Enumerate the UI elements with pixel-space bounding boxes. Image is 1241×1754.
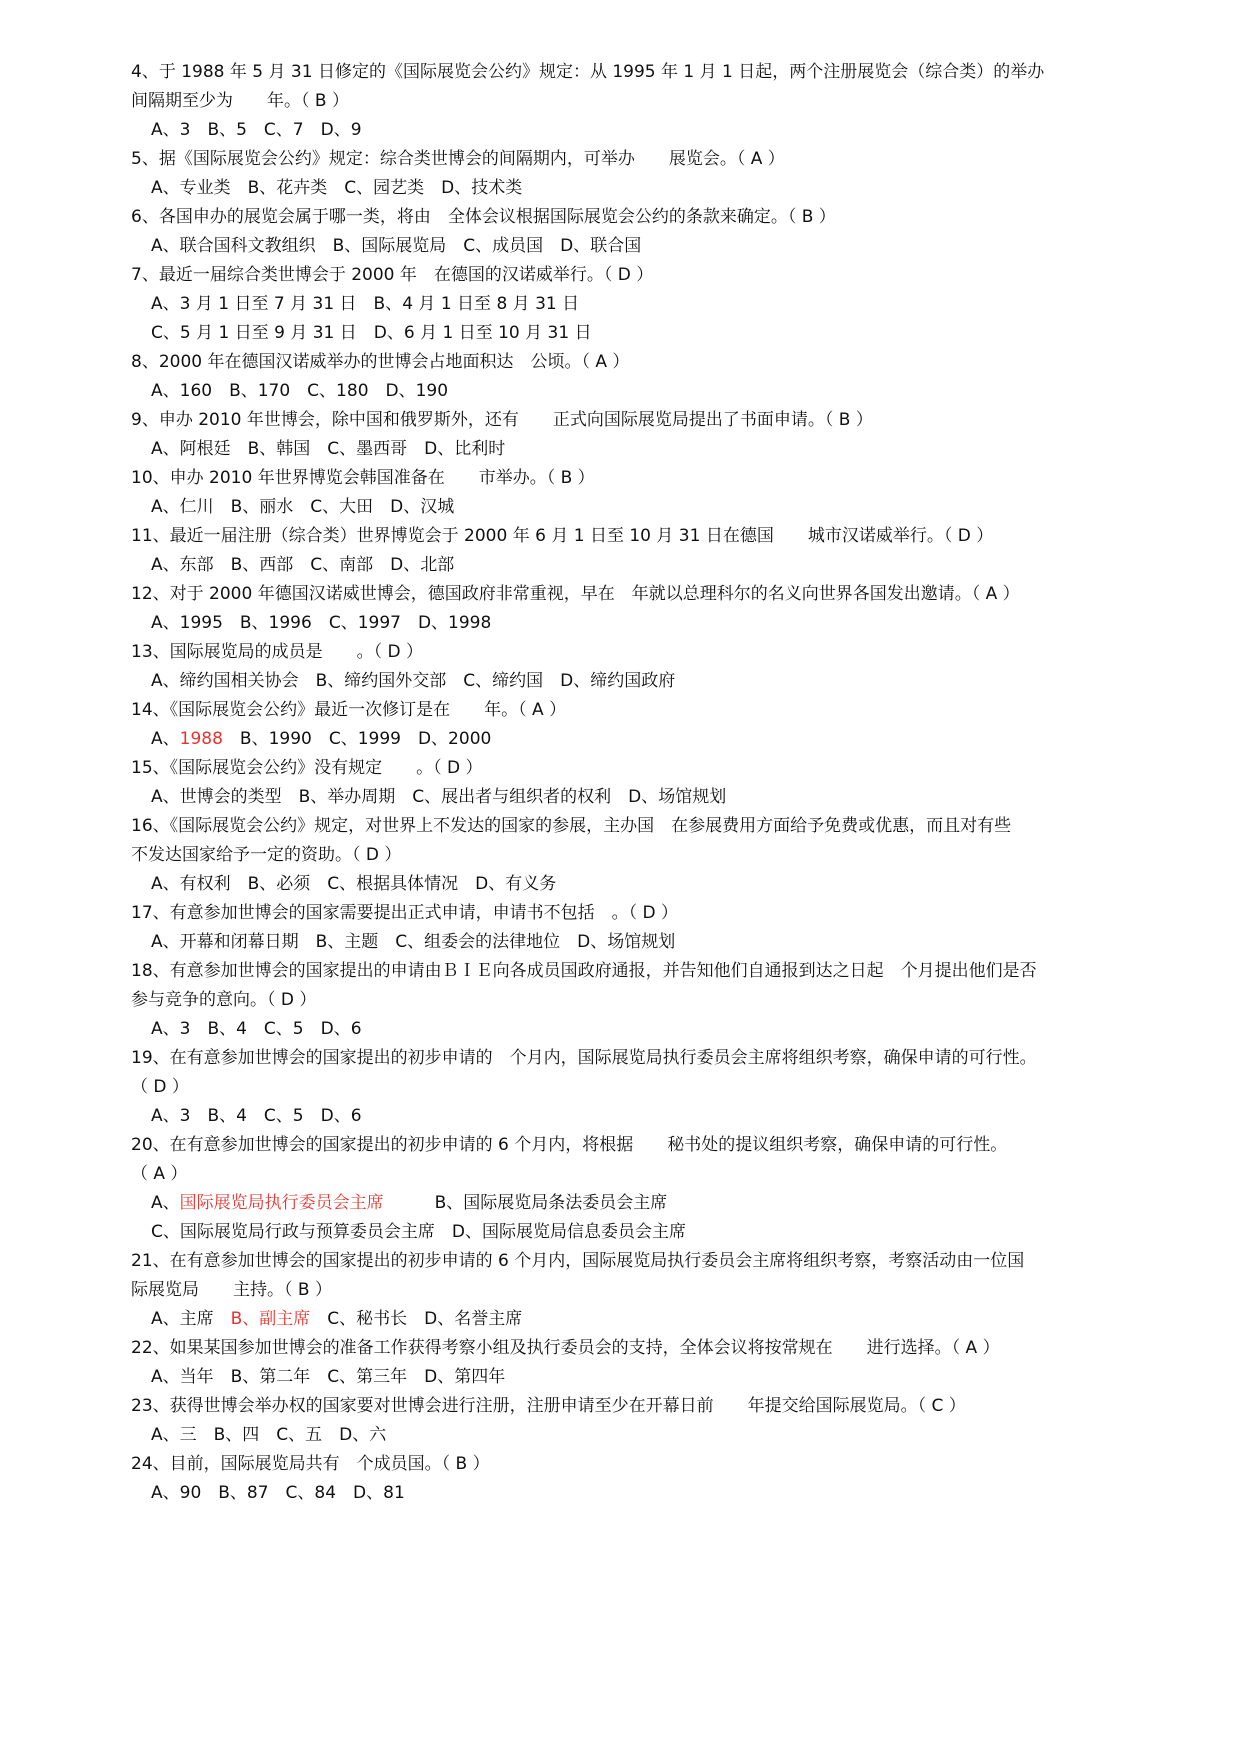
question-14-text: 14、《国际展览会公约》最近一次修订是在 年。（ A ）: [131, 700, 567, 720]
question-23-text: 23、获得世博会举办权的国家要对世博会进行注册，注册申请至少在开幕日前 年提交给国际展览局。（ C ）: [131, 1396, 966, 1416]
question-19-text-cont: （ D ）: [131, 1077, 189, 1097]
question-13-options: A、缔约国相关协会 B、缔约国外交部 C、缔约国 D、缔约国政府: [151, 671, 676, 691]
question-5-options: A、专业类 B、花卉类 C、园艺类 D、技术类: [151, 178, 523, 198]
question-18-text-cont: 参与竞争的意向。（ D ）: [131, 990, 317, 1010]
question-15-options: A、世博会的类型 B、举办周期 C、展出者与组织者的权利 D、场馆规划: [151, 787, 727, 807]
question-21-options: [151, 1306, 522, 1332]
question-20-options-ab: [151, 1190, 667, 1216]
question-20-options-cd: C、国际展览局行政与预算委员会主席 D、国际展览局信息委员会主席: [151, 1222, 686, 1242]
question-17-text: 17、有意参加世博会的国家需要提出正式申请，申请书不包括 。（ D ）: [131, 903, 679, 923]
question-15-text: 15、《国际展览会公约》没有规定 。（ D ）: [131, 758, 483, 778]
question-24-options: A、90 B、87 C、84 D、81: [151, 1483, 405, 1503]
question-4-options: A、3 B、5 C、7 D、9: [151, 120, 362, 140]
question-14-options: [151, 726, 491, 752]
question-16-text-cont: 不发达国家给予一定的资助。（ D ）: [131, 845, 402, 865]
question-4-text-cont: 间隔期至少为 年。（ B ）: [131, 91, 349, 111]
question-17-options: A、开幕和闭幕日期 B、主题 C、组委会的法律地位 D、场馆规划: [151, 932, 676, 952]
question-7-text: 7、最近一届综合类世博会于 2000 年 在德国的汉诺威举行。（ D ）: [131, 265, 654, 285]
question-18-text: 18、有意参加世博会的国家提出的申请由ＢＩＥ向各成员国政府通报，并告知他们自通报到达之日起 个月提出他们是否: [131, 961, 1037, 981]
question-7-options-ab: A、3 月 1 日至 7 月 31 日 B、4 月 1 日至 8 月 31 日: [151, 294, 580, 314]
question-19-options: A、3 B、4 C、5 D、6: [151, 1106, 362, 1126]
highlighted-answer: 1988: [179, 729, 223, 749]
question-10-text: 10、申办 2010 年世界博览会韩国准备在 市举办。（ B ）: [131, 468, 595, 488]
question-13-text: 13、国际展览局的成员是 。（ D ）: [131, 642, 424, 662]
question-16-options: A、有权利 B、必须 C、根据具体情况 D、有义务: [151, 874, 557, 894]
question-23-options: A、三 B、四 C、五 D、六: [151, 1425, 387, 1445]
question-10-options: A、仁川 B、丽水 C、大田 D、汉城: [151, 497, 455, 517]
question-11-options: A、东部 B、西部 C、南部 D、北部: [151, 555, 455, 575]
question-24-text: 24、目前，国际展览局共有 个成员国。（ B ）: [131, 1454, 490, 1474]
question-8-options: A、160 B、170 C、180 D、190: [151, 381, 449, 401]
question-6-text: 6、各国申办的展览会属于哪一类，将由 全体会议根据国际展览会公约的条款来确定。（ B ）: [131, 207, 836, 227]
option-b: B、国际展览局条法委员会主席: [383, 1193, 668, 1213]
question-7-options-cd: C、5 月 1 日至 9 月 31 日 D、6 月 1 日至 10 月 31 日: [151, 323, 592, 343]
question-9-text: 9、申办 2010 年世博会，除中国和俄罗斯外，还有 正式向国际展览局提出了书面申请。（ B ）: [131, 410, 873, 430]
option-a-label: A、: [151, 1193, 180, 1213]
question-22-text: 22、如果某国参加世博会的准备工作获得考察小组及执行委员会的支持，全体会议将按常规在 进行选择。（ A ）: [131, 1338, 1000, 1358]
remaining-options: C、秘书长 D、名誉主席: [310, 1309, 523, 1329]
question-11-text: 11、最近一届注册（综合类）世界博览会于 2000 年 6 月 1 日至 10 月 31 日在德国 城市汉诺威举行。（ D ）: [131, 526, 994, 546]
question-12-options: A、1995 B、1996 C、1997 D、1998: [151, 613, 492, 633]
question-22-options: A、当年 B、第二年 C、第三年 D、第四年: [151, 1367, 506, 1387]
highlighted-answer: B、副主席: [230, 1309, 311, 1329]
question-5-text: 5、据《国际展览会公约》规定：综合类世博会的间隔期内，可举办 展览会。（ A ）: [131, 149, 785, 169]
question-21-text: 21、在有意参加世博会的国家提出的初步申请的 6 个月内，国际展览局执行委员会主席将组织考察，考察活动由一位国: [131, 1251, 1025, 1271]
question-12-text: 12、对于 2000 年德国汉诺威世博会，德国政府非常重视，早在 年就以总理科尔的名义向世界各国发出邀请。（ A ）: [131, 584, 1020, 604]
highlighted-answer: 国际展览局执行委员会主席: [179, 1193, 384, 1213]
question-21-text-cont: 际展览局 主持。（ B ）: [131, 1280, 332, 1300]
question-20-text: 20、在有意参加世博会的国家提出的初步申请的 6 个月内，将根据 秘书处的提议组织考察，确保申请的可行性。: [131, 1135, 1008, 1155]
question-9-options: A、阿根廷 B、韩国 C、墨西哥 D、比利时: [151, 439, 506, 459]
option-a: A、主席: [151, 1309, 231, 1329]
question-16-text: 16、《国际展览会公约》规定，对世界上不发达的国家的参展，主办国 在参展费用方面给予免费或优惠，而且对有些: [131, 816, 1012, 836]
option-a-label: A、: [151, 729, 180, 749]
question-6-options: A、联合国科文教组织 B、国际展览局 C、成员国 D、联合国: [151, 236, 642, 256]
question-19-text: 19、在有意参加世博会的国家提出的初步申请的 个月内，国际展览局执行委员会主席将组织考察，确保申请的可行性。: [131, 1048, 1037, 1068]
question-4-text: 4、于 1988 年 5 月 31 日修定的《国际展览会公约》规定：从 1995 年 1 月 1 日起，两个注册展览会（综合类）的举办: [131, 62, 1045, 82]
remaining-options: B、1990 C、1999 D、2000: [222, 729, 492, 749]
question-18-options: A、3 B、4 C、5 D、6: [151, 1019, 362, 1039]
question-8-text: 8、2000 年在德国汉诺威举办的世博会占地面积达 公顷。（ A ）: [131, 352, 630, 372]
question-20-text-cont: （ A ）: [131, 1164, 188, 1184]
